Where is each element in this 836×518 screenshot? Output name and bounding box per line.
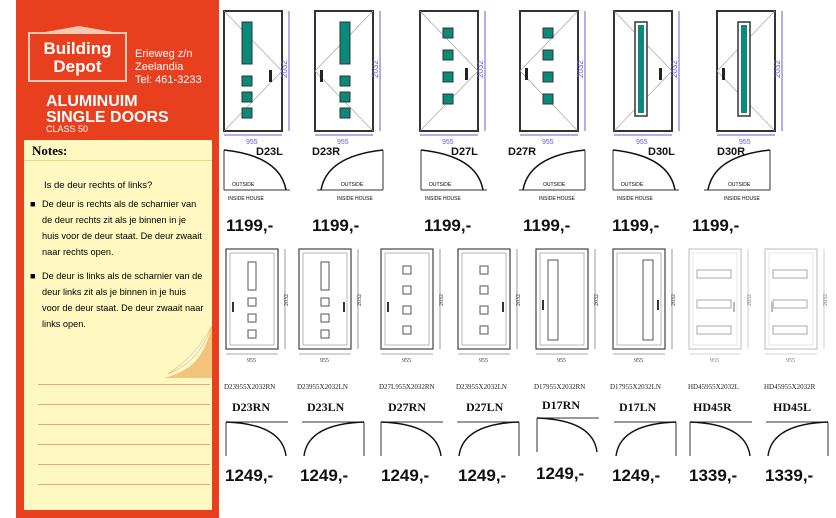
door-height-label: 2032 (823, 294, 829, 306)
swing-arc-d23rn (222, 416, 292, 460)
swing-arc-hd45r (686, 416, 756, 460)
door-code-d17ln: D17955X2032LN (610, 383, 661, 391)
door-width-label: 955 (247, 358, 256, 364)
notes-divider (24, 160, 212, 161)
note-line (38, 404, 210, 405)
door-drawing-hd45r (686, 246, 758, 371)
door-height-label: 2032 (516, 294, 522, 306)
heading-line2: SINGLE DOORS (46, 109, 169, 126)
door-drawing-d27ln (455, 246, 527, 371)
door-name-d23l: D23L (256, 146, 283, 158)
door-name-d30r: D30R (717, 146, 746, 158)
door-height-label: 2032 (594, 294, 600, 306)
door-height-label: 2032 (670, 60, 679, 78)
price-d23ln: 1249,- (300, 466, 349, 485)
door-width-label: 955 (542, 139, 554, 146)
price-d27l: 1199,- (424, 216, 472, 235)
note-line (38, 484, 210, 485)
price-d30l: 1199,- (612, 216, 660, 235)
door-drawing-d23l (221, 8, 295, 146)
door-width-label: 955 (442, 139, 454, 146)
swing-inside-label: INSIDE HOUSE (724, 196, 760, 202)
swing-inside-label: INSIDE HOUSE (228, 196, 264, 202)
door-drawing-d27rn (378, 246, 450, 371)
note-line (38, 464, 210, 465)
swing-arc-d23ln (298, 416, 368, 460)
door-name-d27r: D27R (508, 146, 537, 158)
swing-outside-label: OUTSIDE (232, 182, 255, 188)
door-drawing-d30l (611, 8, 685, 146)
door-width-label: 955 (479, 358, 488, 364)
door-name-d30l: D30L (648, 146, 675, 158)
address-street: Erieweg z/n (135, 48, 193, 60)
swing-outside-label: OUTSIDE (543, 182, 566, 188)
door-name-hd45r: HD45R (693, 400, 732, 414)
note-line (38, 384, 210, 385)
door-name-d23ln: D23LN (307, 400, 345, 414)
price-d23r: 1199,- (312, 216, 360, 235)
door-code-hd45l: HD45955X2032R (764, 383, 816, 391)
notes-title: Notes: (32, 143, 68, 158)
door-name-d23r: D23R (312, 146, 341, 158)
swing-arc-d27rn (377, 416, 447, 460)
door-name-d17ln: D17LN (619, 400, 657, 414)
door-width-label: 955 (636, 139, 648, 146)
price-d30r: 1199,- (692, 216, 740, 235)
door-code-d23rn: D23955X2032RN (224, 383, 276, 391)
address-tel: Tel: 461-3233 (135, 74, 202, 86)
notes-card (24, 140, 212, 510)
note-line (38, 444, 210, 445)
swing-outside-label: OUTSIDE (728, 182, 751, 188)
door-drawing-d23r (312, 8, 386, 146)
logo-line2: Depot (53, 57, 102, 76)
door-name-d27rn: D27RN (388, 400, 426, 414)
address-city: Zeelandia (135, 61, 184, 73)
door-width-label: 955 (710, 358, 719, 364)
door-name-d23rn: D23RN (232, 400, 270, 414)
notes-bullet-left-text: De deur is links als de scharnier van de deur links zit als je binnen in je huis voor de deur staat. De deur zwaait naar links open. (42, 271, 204, 329)
door-width-label: 955 (337, 139, 349, 146)
swing-inside-label: INSIDE HOUSE (425, 196, 461, 202)
notes-question: Is de deur rechts of links? (44, 180, 153, 191)
door-code-d17rn: D17955X2032RN (534, 383, 586, 391)
door-drawing-d30r (714, 8, 788, 146)
price-d17ln: 1249,- (612, 466, 661, 485)
door-height-label: 2032 (371, 60, 380, 78)
door-width-label: 955 (402, 358, 411, 364)
door-code-d27rn: D27L955X2032RN (379, 383, 435, 391)
door-width-label: 955 (320, 358, 329, 364)
door-height-label: 2032 (773, 60, 782, 78)
swing-outside-label: OUTSIDE (621, 182, 644, 188)
door-width-label: 955 (739, 139, 751, 146)
notes-bullet-right-text: De deur is rechts als de scharnier van de deur rechts zit als je binnen in je huis voor de deur staat. De deur zwaait naar rechts open. (42, 199, 202, 257)
door-name-d27ln: D27LN (466, 400, 504, 414)
price-d23rn: 1249,- (225, 466, 274, 485)
heading-class: CLASS 50 (46, 124, 89, 134)
price-d27rn: 1249,- (381, 466, 430, 485)
note-line (38, 424, 210, 425)
door-width-label: 955 (786, 358, 795, 364)
door-height-label: 2032 (280, 60, 289, 78)
heading-line1: ALUMINUIM (46, 93, 138, 110)
door-width-label: 955 (557, 358, 566, 364)
bullet-dot: ■ (30, 271, 36, 281)
door-height-label: 2032 (576, 60, 585, 78)
door-height-label: 2032 (284, 294, 290, 306)
price-d27r: 1199,- (523, 216, 571, 235)
door-name-d27l: D27L (451, 146, 478, 158)
door-name-hd45l: HD45L (773, 400, 812, 414)
door-width-label: 955 (634, 358, 643, 364)
door-drawing-d23ln (296, 246, 368, 371)
door-code-hd45r: HD45955X2032L (688, 383, 739, 391)
building-depot-logo (28, 32, 127, 82)
door-drawing-d23rn (223, 246, 295, 371)
page-curl-icon (164, 326, 212, 378)
door-drawing-d17rn (533, 246, 605, 371)
price-d27ln: 1249,- (458, 466, 507, 485)
price-hd45r: 1339,- (689, 466, 738, 485)
door-code-d27ln: D23955X2032LN (456, 383, 507, 391)
door-drawing-hd45l (762, 246, 834, 371)
swing-inside-label: INSIDE HOUSE (337, 196, 373, 202)
door-height-label: 2032 (747, 294, 753, 306)
swing-inside-label: INSIDE HOUSE (617, 196, 653, 202)
door-height-label: 2032 (357, 294, 363, 306)
swing-arc-hd45l (762, 416, 832, 460)
door-drawing-d17ln (610, 246, 682, 371)
swing-inside-label: INSIDE HOUSE (539, 196, 575, 202)
price-d17rn: 1249,- (536, 464, 585, 483)
logo-line1: Building (43, 39, 112, 58)
swing-arc-d17ln (610, 416, 680, 460)
swing-arc-d27ln (453, 416, 523, 460)
price-hd45l: 1339,- (765, 466, 814, 485)
door-drawing-d27l (417, 8, 491, 146)
swing-arc-d17rn (533, 412, 603, 456)
swing-outside-label: OUTSIDE (341, 182, 364, 188)
door-height-label: 2032 (671, 294, 677, 306)
logo-roof-shape (34, 26, 124, 34)
price-d23l: 1199,- (226, 216, 274, 235)
door-height-label: 2032 (439, 294, 445, 306)
door-code-d23ln: D23955X2032LN (297, 383, 348, 391)
swing-outside-label: OUTSIDE (429, 182, 452, 188)
bullet-dot: ■ (30, 199, 36, 209)
door-width-label: 955 (246, 139, 258, 146)
door-drawing-d27r (517, 8, 591, 146)
door-name-d17rn: D17RN (542, 398, 580, 412)
door-height-label: 2032 (476, 60, 485, 78)
